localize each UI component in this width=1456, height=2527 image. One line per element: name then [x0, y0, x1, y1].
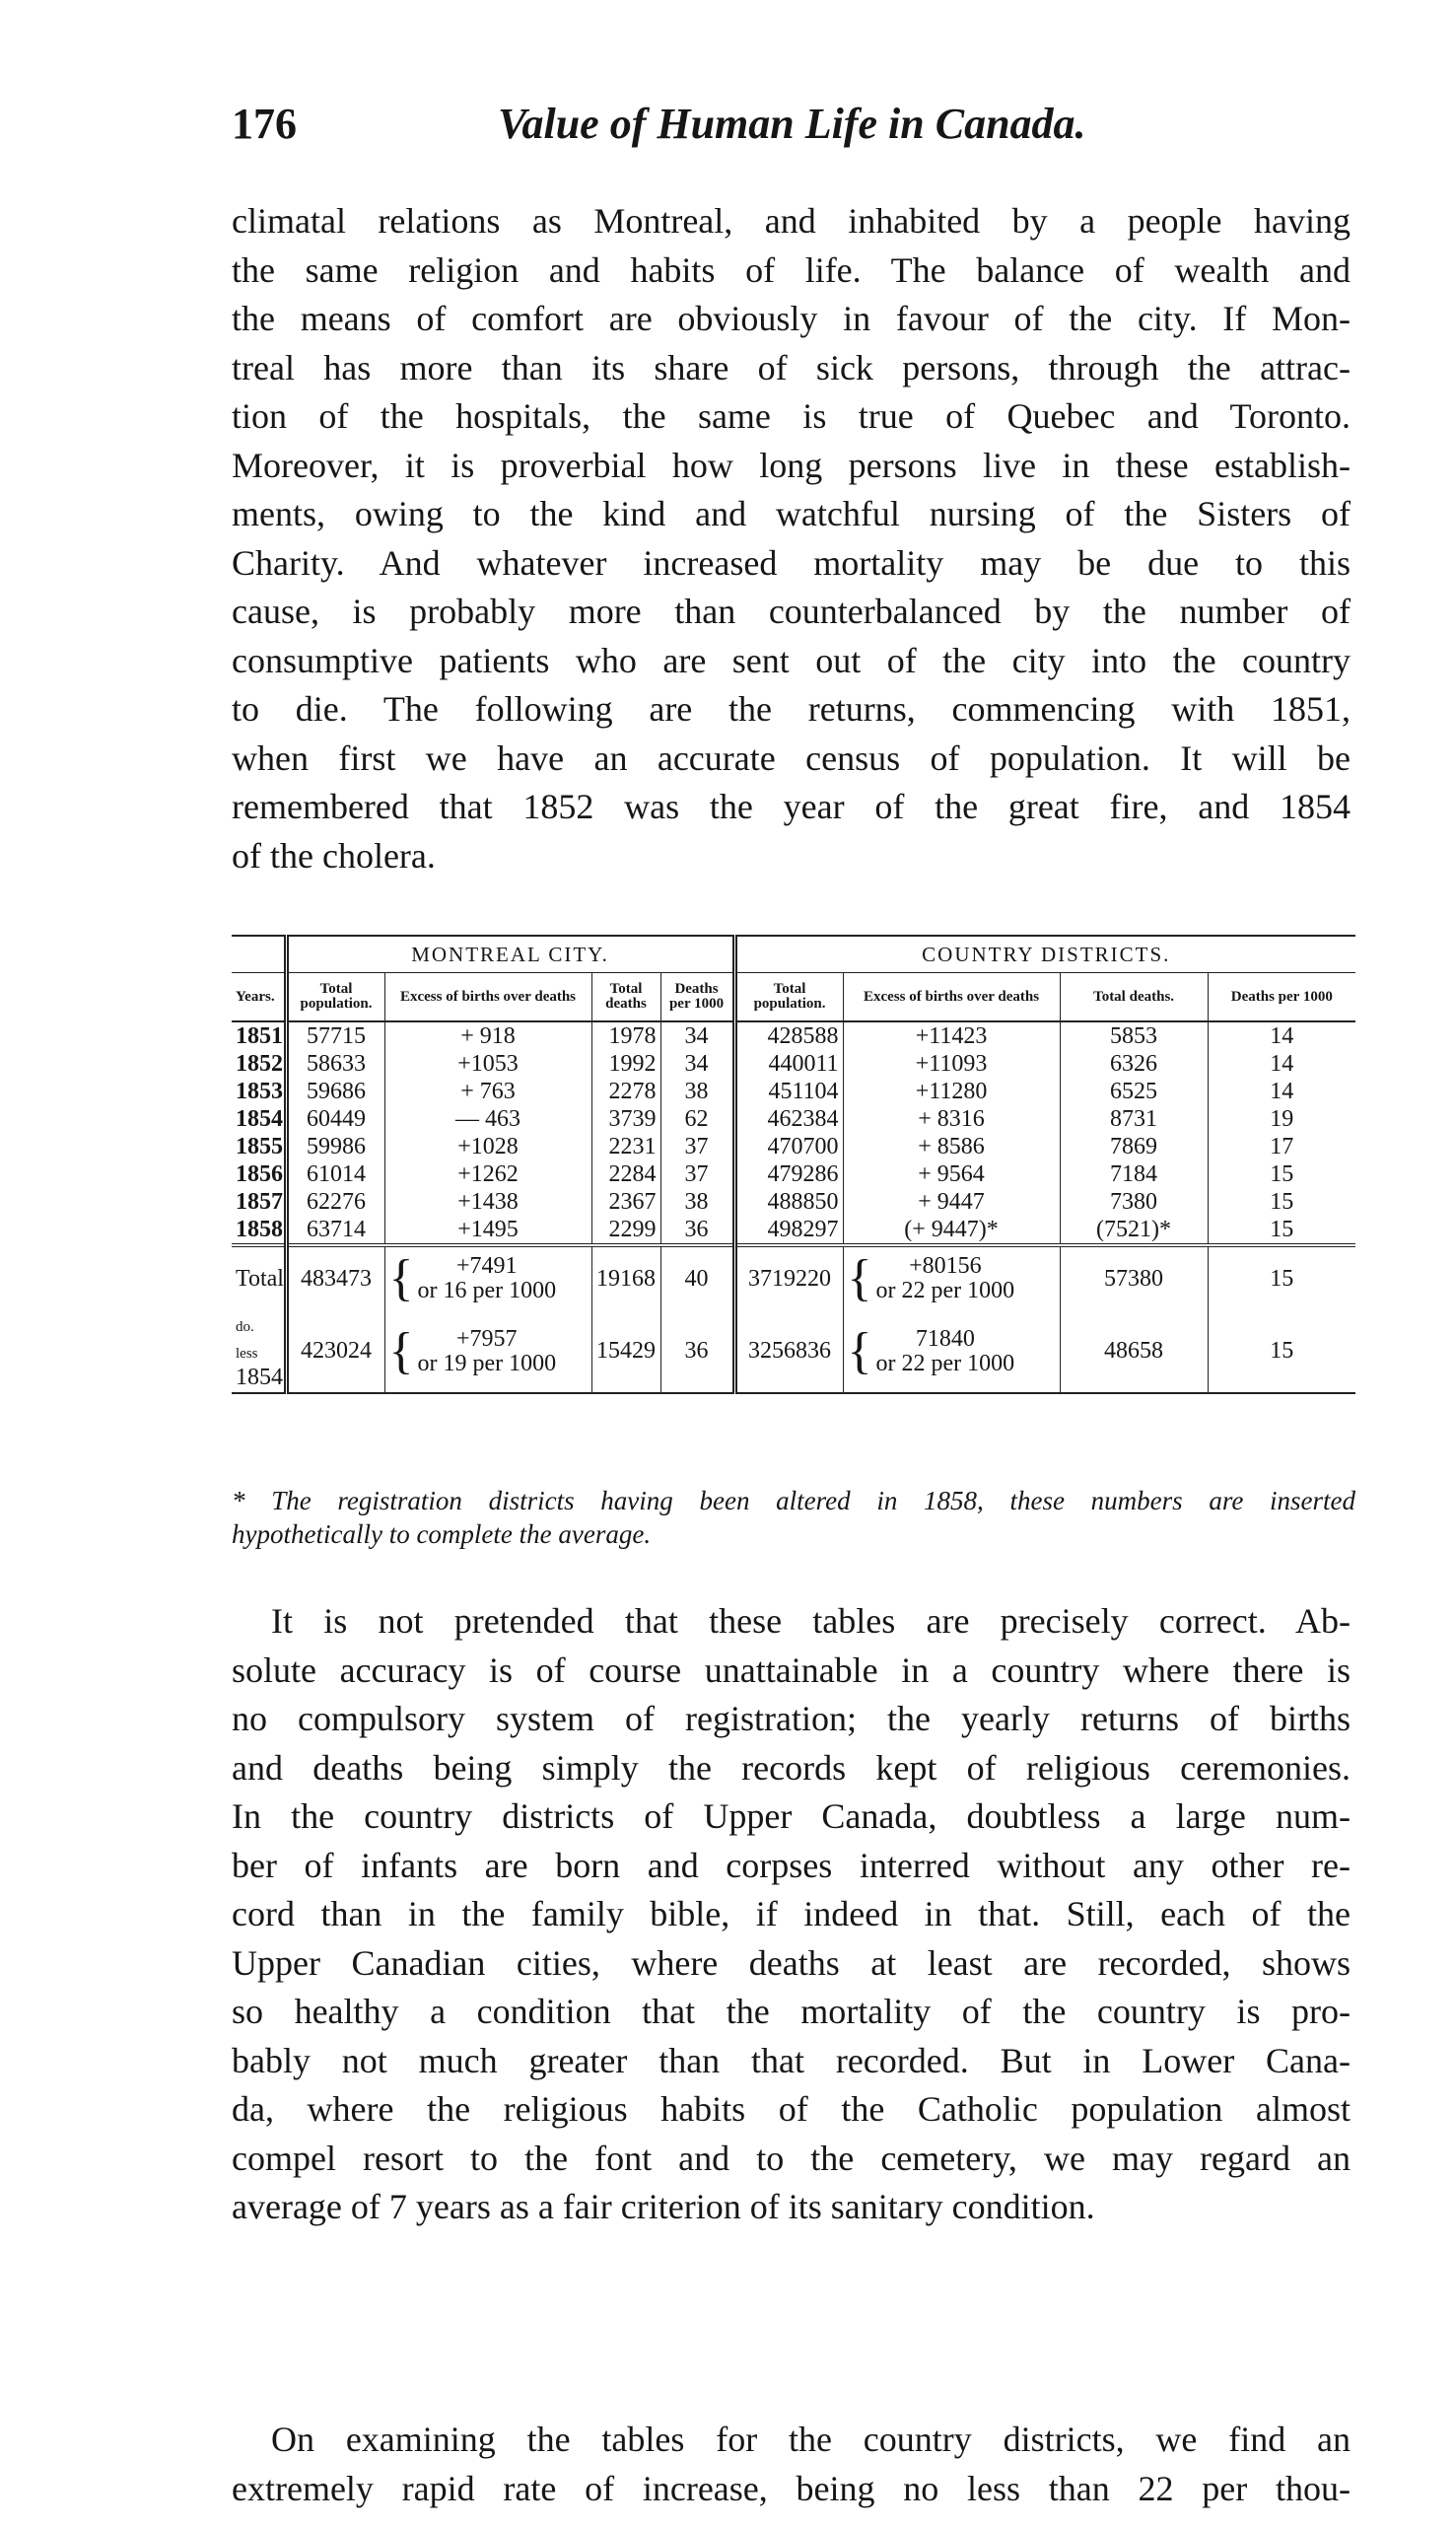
paragraph-accuracy [232, 1597, 1351, 2232]
table-cell-cty-rate: 14 [1208, 1078, 1355, 1105]
group-header-country: COUNTRY DISTRICTS. [734, 936, 1355, 973]
column-header-cty-rate: Deaths per 1000 [1208, 973, 1355, 1022]
table-cell-mtl-excess: +1262 [384, 1160, 591, 1188]
table-cell-cty-population: 498297 [734, 1216, 843, 1245]
table-cell-mtl-deaths: 2284 [591, 1160, 660, 1188]
table-cell-mtl-excess: +1028 [384, 1133, 591, 1160]
text-line: to die. The following are the returns, commencing with 1851, [232, 689, 1351, 729]
table-cell-cty-population: 488850 [734, 1188, 843, 1216]
table-cell-cty-rate: 15 [1208, 1216, 1355, 1245]
text-line: cause, is probably more than counterbalanced by the number of [232, 592, 1351, 631]
total-mtl-excess-value: +7491 [456, 1253, 518, 1279]
text-line: average of 7 years as a fair criterion of its sanitary condition. [232, 2187, 1095, 2226]
less-row-label [232, 1310, 286, 1393]
table-row [232, 1021, 1355, 1050]
table-cell-mtl-deaths: 2367 [591, 1188, 660, 1216]
table-cell-mtl-population: 58633 [286, 1050, 384, 1078]
total-mtl-excess [384, 1245, 591, 1310]
table-cell-mtl-population: 63714 [286, 1216, 384, 1245]
table-cell-mtl-excess: + 918 [384, 1021, 591, 1050]
less-mtl-deaths: 15429 [591, 1310, 660, 1393]
less-label: do. less [236, 1319, 258, 1362]
text-line: On examining the tables for the country districts, we find an [271, 2420, 1351, 2459]
table-cell-cty-excess: +11423 [843, 1021, 1060, 1050]
table-cell-cty-deaths: (7521)* [1060, 1216, 1208, 1245]
text-line: compel resort to the font and to the cemetery, we may regard an [232, 2138, 1351, 2178]
table-cell-cty-deaths: 7869 [1060, 1133, 1208, 1160]
total-mtl-population: 483473 [286, 1245, 384, 1310]
table-cell-mtl-deaths: 1978 [591, 1021, 660, 1050]
table-cell-mtl-population: 57715 [286, 1021, 384, 1050]
text-line: of the cholera. [232, 835, 436, 876]
table-cell-cty-deaths: 7184 [1060, 1160, 1208, 1188]
column-header-cty-excess: Excess of births over deaths [843, 973, 1060, 1022]
total-mtl-excess-rate: or 16 per 1000 [417, 1278, 557, 1303]
table-cell-year: 1853 [236, 1079, 283, 1104]
table-cell-cty-excess: +11280 [843, 1078, 1060, 1105]
table-cell-mtl-excess: + 763 [384, 1078, 591, 1105]
table-cell-mtl-deaths: 2299 [591, 1216, 660, 1245]
footnote-line: hypothetically to complete the average. [232, 1519, 652, 1549]
total-row-label: Total [232, 1245, 286, 1310]
table-cell-mtl-deaths: 1992 [591, 1050, 660, 1078]
group-header-montreal: MONTREAL CITY. [286, 936, 734, 973]
table-cell-cty-excess: (+ 9447)* [843, 1216, 1060, 1245]
table-row [232, 1216, 1355, 1245]
table-cell-cty-deaths: 5853 [1060, 1021, 1208, 1050]
text-line: tion of the hospitals, the same is true of Quebec and Toronto. [232, 396, 1351, 436]
text-line: cord than in the family bible, if indeed in that. Still, each of the [232, 1894, 1351, 1933]
table-cell-year: 1854 [236, 1106, 283, 1132]
text-line: so healthy a condition that the mortality of the country is pro- [232, 1992, 1351, 2031]
text-line: consumptive patients who are sent out of the city into the country [232, 640, 1351, 680]
table-cell-year: 1857 [236, 1189, 283, 1215]
table-footnote [232, 1484, 1355, 1551]
table-cell-mtl-rate: 34 [660, 1050, 734, 1078]
text-line: bably not much greater than that recorded. But in Lower Cana- [232, 2040, 1351, 2080]
column-header-cty-population: Total population. [734, 973, 843, 1022]
text-line: Upper Canadian cities, where deaths at least are recorded, shows [232, 1942, 1351, 1983]
table-cell-mtl-deaths: 3739 [591, 1105, 660, 1133]
mortality-table [232, 935, 1355, 1394]
text-line: ber of infants are born and corpses interred without any other re- [232, 1845, 1351, 1885]
table-cell-cty-excess: +11093 [843, 1050, 1060, 1078]
table-cell-mtl-excess: +1495 [384, 1216, 591, 1245]
table-cell-mtl-excess: +1438 [384, 1188, 591, 1216]
text-line: when first we have an accurate census of population. It will be [232, 737, 1351, 778]
less-cty-excess-value: 71840 [915, 1325, 975, 1352]
less-mtl-excess-value: +7957 [456, 1325, 518, 1352]
table-cell-cty-deaths: 8731 [1060, 1105, 1208, 1133]
table-cell-cty-population: 479286 [734, 1160, 843, 1188]
table-cell-year: 1852 [236, 1051, 283, 1077]
table-cell-cty-population: 470700 [734, 1133, 843, 1160]
text-line: treal has more than its share of sick persons, through the attrac- [232, 347, 1351, 387]
table-cell-mtl-rate: 34 [660, 1021, 734, 1050]
total-cty-excess-rate: or 22 per 1000 [875, 1278, 1015, 1303]
table-cell-mtl-rate: 37 [660, 1133, 734, 1160]
text-line: It is not pretended that these tables are precisely correct. Ab- [271, 1601, 1351, 1641]
text-line: da, where the religious habits of the Catholic population almost [232, 2089, 1351, 2129]
table-cell-mtl-excess: — 463 [384, 1105, 591, 1133]
table-cell-cty-excess: + 9447 [843, 1188, 1060, 1216]
table-cell-cty-rate: 15 [1208, 1160, 1355, 1188]
table-cell-mtl-rate: 38 [660, 1188, 734, 1216]
page-number: 176 [232, 100, 297, 148]
table-cell-cty-rate: 19 [1208, 1105, 1355, 1133]
table-cell-mtl-population: 61014 [286, 1160, 384, 1188]
text-line: and deaths being simply the records kept of religious ceremonies. [232, 1747, 1351, 1788]
text-line: ments, owing to the kind and watchful nursing of the Sisters of [232, 494, 1351, 533]
column-header-mtl-excess: Excess of births over deaths [384, 973, 591, 1022]
text-line: the same religion and habits of life. The balance of wealth and [232, 249, 1351, 290]
less-cty-population: 3256836 [734, 1310, 843, 1393]
table-cell-mtl-rate: 36 [660, 1216, 734, 1245]
text-line: the means of comfort are obviously in favour of the city. If Mon- [232, 299, 1351, 338]
text-line: extremely rapid rate of increase, being no less than 22 per thou- [232, 2468, 1351, 2508]
text-line: climatal relations as Montreal, and inhabited by a people having [232, 201, 1351, 241]
footnote-line: * The registration districts having been altered in 1858, these numbers are inserted [232, 1486, 1355, 1515]
less-cty-excess [843, 1310, 1060, 1393]
less-cty-rate: 15 [1208, 1310, 1355, 1393]
table-cell-cty-excess: + 8316 [843, 1105, 1060, 1133]
paragraph-intro [232, 197, 1351, 880]
text-line: remembered that 1852 was the year of the great fire, and 1854 [232, 787, 1351, 826]
text-line: Moreover, it is proverbial how long persons live in these establish- [232, 445, 1351, 485]
table-cell-cty-rate: 15 [1208, 1188, 1355, 1216]
less-cty-excess-rate: or 22 per 1000 [875, 1350, 1015, 1376]
column-header-years: Years. [232, 973, 286, 1022]
total-cty-rate: 15 [1208, 1245, 1355, 1310]
text-line: In the country districts of Upper Canada, doubtless a large num- [232, 1796, 1351, 1836]
total-cty-excess [843, 1245, 1060, 1310]
table-cell-mtl-rate: 38 [660, 1078, 734, 1105]
table-cell-cty-deaths: 6525 [1060, 1078, 1208, 1105]
table-row [232, 1133, 1355, 1160]
brace-symbol: { [847, 1322, 872, 1379]
table-cell-year: 1856 [236, 1161, 283, 1187]
less-cty-deaths: 48658 [1060, 1310, 1208, 1393]
table-cell-mtl-rate: 62 [660, 1105, 734, 1133]
table-cell-cty-population: 428588 [734, 1021, 843, 1050]
table-cell-mtl-population: 59686 [286, 1078, 384, 1105]
less-year: 1854 [236, 1365, 283, 1390]
column-header-mtl-rate: Deaths per 1000 [660, 973, 734, 1022]
table-cell-cty-deaths: 7380 [1060, 1188, 1208, 1216]
table-cell-year: 1855 [236, 1134, 283, 1159]
table-cell-year: 1858 [236, 1217, 283, 1242]
table-cell-cty-deaths: 6326 [1060, 1050, 1208, 1078]
table-cell-cty-rate: 14 [1208, 1050, 1355, 1078]
column-header-cty-deaths: Total deaths. [1060, 973, 1208, 1022]
table-row [232, 1050, 1355, 1078]
less-mtl-excess [384, 1310, 591, 1393]
total-mtl-rate: 40 [660, 1245, 734, 1310]
brace-symbol: { [388, 1322, 414, 1379]
table-cell-year: 1851 [236, 1023, 283, 1049]
less-mtl-rate: 36 [660, 1310, 734, 1393]
less-mtl-population: 423024 [286, 1310, 384, 1393]
table-cell-mtl-deaths: 2278 [591, 1078, 660, 1105]
text-line: Charity. And whatever increased mortality may be due to this [232, 542, 1351, 583]
column-header-mtl-deaths: Total deaths [591, 973, 660, 1022]
table-cell-cty-population: 462384 [734, 1105, 843, 1133]
table-cell-cty-excess: + 8586 [843, 1133, 1060, 1160]
total-mtl-deaths: 19168 [591, 1245, 660, 1310]
running-title: Value of Human Life in Canada. [498, 100, 1086, 148]
text-line: no compulsory system of registration; the yearly returns of births [232, 1699, 1351, 1738]
table-row [232, 1160, 1355, 1188]
total-cty-deaths: 57380 [1060, 1245, 1208, 1310]
table-cell-cty-rate: 14 [1208, 1021, 1355, 1050]
table-cell-cty-rate: 17 [1208, 1133, 1355, 1160]
table-cell-cty-population: 451104 [734, 1078, 843, 1105]
table-cell-cty-excess: + 9564 [843, 1160, 1060, 1188]
less-mtl-excess-rate: or 19 per 1000 [417, 1350, 557, 1376]
table-cell-mtl-population: 59986 [286, 1133, 384, 1160]
total-cty-excess-value: +80156 [909, 1253, 982, 1279]
table-cell-cty-population: 440011 [734, 1050, 843, 1078]
table-cell-mtl-population: 60449 [286, 1105, 384, 1133]
table-row [232, 1188, 1355, 1216]
table-cell-mtl-rate: 37 [660, 1160, 734, 1188]
total-cty-population: 3719220 [734, 1245, 843, 1310]
table-row [232, 1105, 1355, 1133]
text-line: solute accuracy is of course unattainable in a country where there is [232, 1650, 1351, 1690]
table-cell-mtl-population: 62276 [286, 1188, 384, 1216]
column-header-mtl-population: Total population. [286, 973, 384, 1022]
paragraph-country [232, 2416, 1351, 2513]
page-header [232, 99, 1351, 158]
table-row [232, 1078, 1355, 1105]
table-cell-mtl-excess: +1053 [384, 1050, 591, 1078]
brace-symbol: { [388, 1250, 414, 1306]
brace-symbol: { [847, 1250, 872, 1306]
table-cell-mtl-deaths: 2231 [591, 1133, 660, 1160]
